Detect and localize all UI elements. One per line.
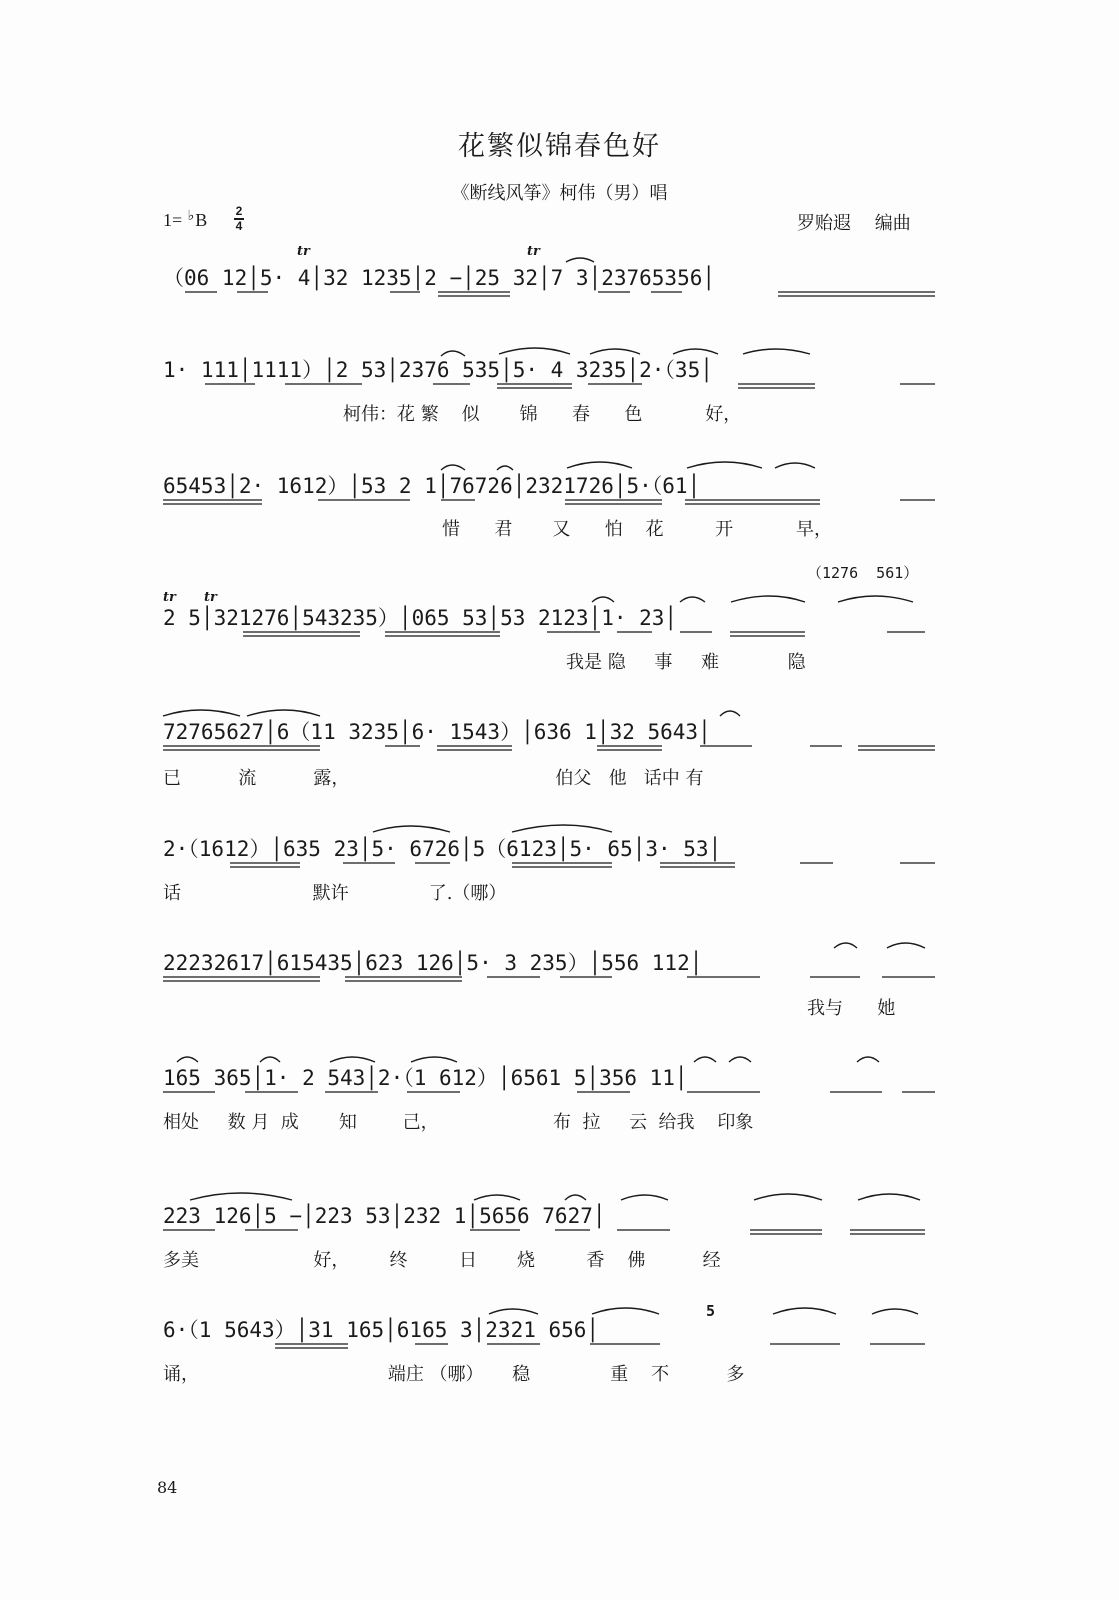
notation-row: 6·（1 5643）│31 165│6165 3│2321 656│ bbox=[163, 1318, 600, 1342]
page-number: 84 bbox=[157, 1478, 178, 1497]
lyric-line: 已 流 露， 伯父 他 话中 有 bbox=[163, 768, 704, 789]
lyric-line: 诵， 端庄 （哪） 稳 重 不 多 bbox=[163, 1364, 745, 1385]
trill-mark: tr bbox=[297, 244, 310, 259]
notation-row: 22232617│615435│623 126│5· 3 235）│556 112│ bbox=[163, 951, 703, 975]
notation-row: 1· 111│1111）│2 53│2376 535│5· 4 3235│2·（35│ bbox=[163, 358, 713, 382]
lyric-line: 惜 君 又 怕 花 开 早， bbox=[442, 519, 833, 540]
notation-row: 223 126│5 −│223 53│232 1│5656 7627│ bbox=[163, 1204, 606, 1228]
lyric-line: 柯伟：花 繁 似 锦 春 色 好， bbox=[343, 404, 742, 425]
meter-numerator: 2 bbox=[235, 204, 243, 218]
notation-row: 2 5│321276│543235）│065 53│53 2123│1· 23│ bbox=[163, 606, 678, 630]
song-subtitle: 《断线风筝》柯伟（男）唱 bbox=[451, 183, 668, 204]
composer-credit: 罗贻遐 编曲 bbox=[797, 213, 911, 234]
grace-note: 5 bbox=[706, 1302, 716, 1320]
key-note: B bbox=[195, 210, 208, 230]
lyric-line: 相处 数 月 成 知 己， 布 拉 云 给我 印象 bbox=[163, 1112, 754, 1133]
notation-row: （06 12│5· 4│32 1235│2 −│25 32│7 3│23765356│ bbox=[163, 266, 716, 290]
trill-mark: tr bbox=[204, 590, 217, 605]
notation-row: 65453│2· 1612）│53 2 1│76726│2321726│5·（61│ bbox=[163, 474, 701, 498]
lyric-line: 我是 隐 事 难 隐 bbox=[566, 652, 806, 673]
lyric-line: 我与 她 bbox=[807, 998, 896, 1019]
flat-sign: ♭ bbox=[187, 209, 195, 224]
alternate-notation: （1276 561） bbox=[807, 564, 919, 582]
trill-mark: tr bbox=[163, 590, 176, 605]
key-prefix: 1= bbox=[163, 210, 183, 230]
lyric-line: 多美 好， 终 日 烧 香 佛 经 bbox=[163, 1250, 721, 1271]
notation-row: 72765627│6（11 3235│6· 1543）│636 1│32 5643│ bbox=[163, 720, 711, 744]
trill-mark: tr bbox=[527, 244, 540, 259]
lyric-line: 话 默许 了.（哪） bbox=[163, 883, 507, 904]
meter-denominator: 4 bbox=[235, 219, 243, 233]
notation-row: 2·（1612）│635 23│5· 6726│5（6123│5· 65│3· 53│ bbox=[163, 837, 722, 861]
notation-row: 165 365│1· 2 543│2·（1 612）│6561 5│356 11│ bbox=[163, 1066, 688, 1090]
song-title: 花繁似锦春色好 bbox=[458, 131, 661, 162]
